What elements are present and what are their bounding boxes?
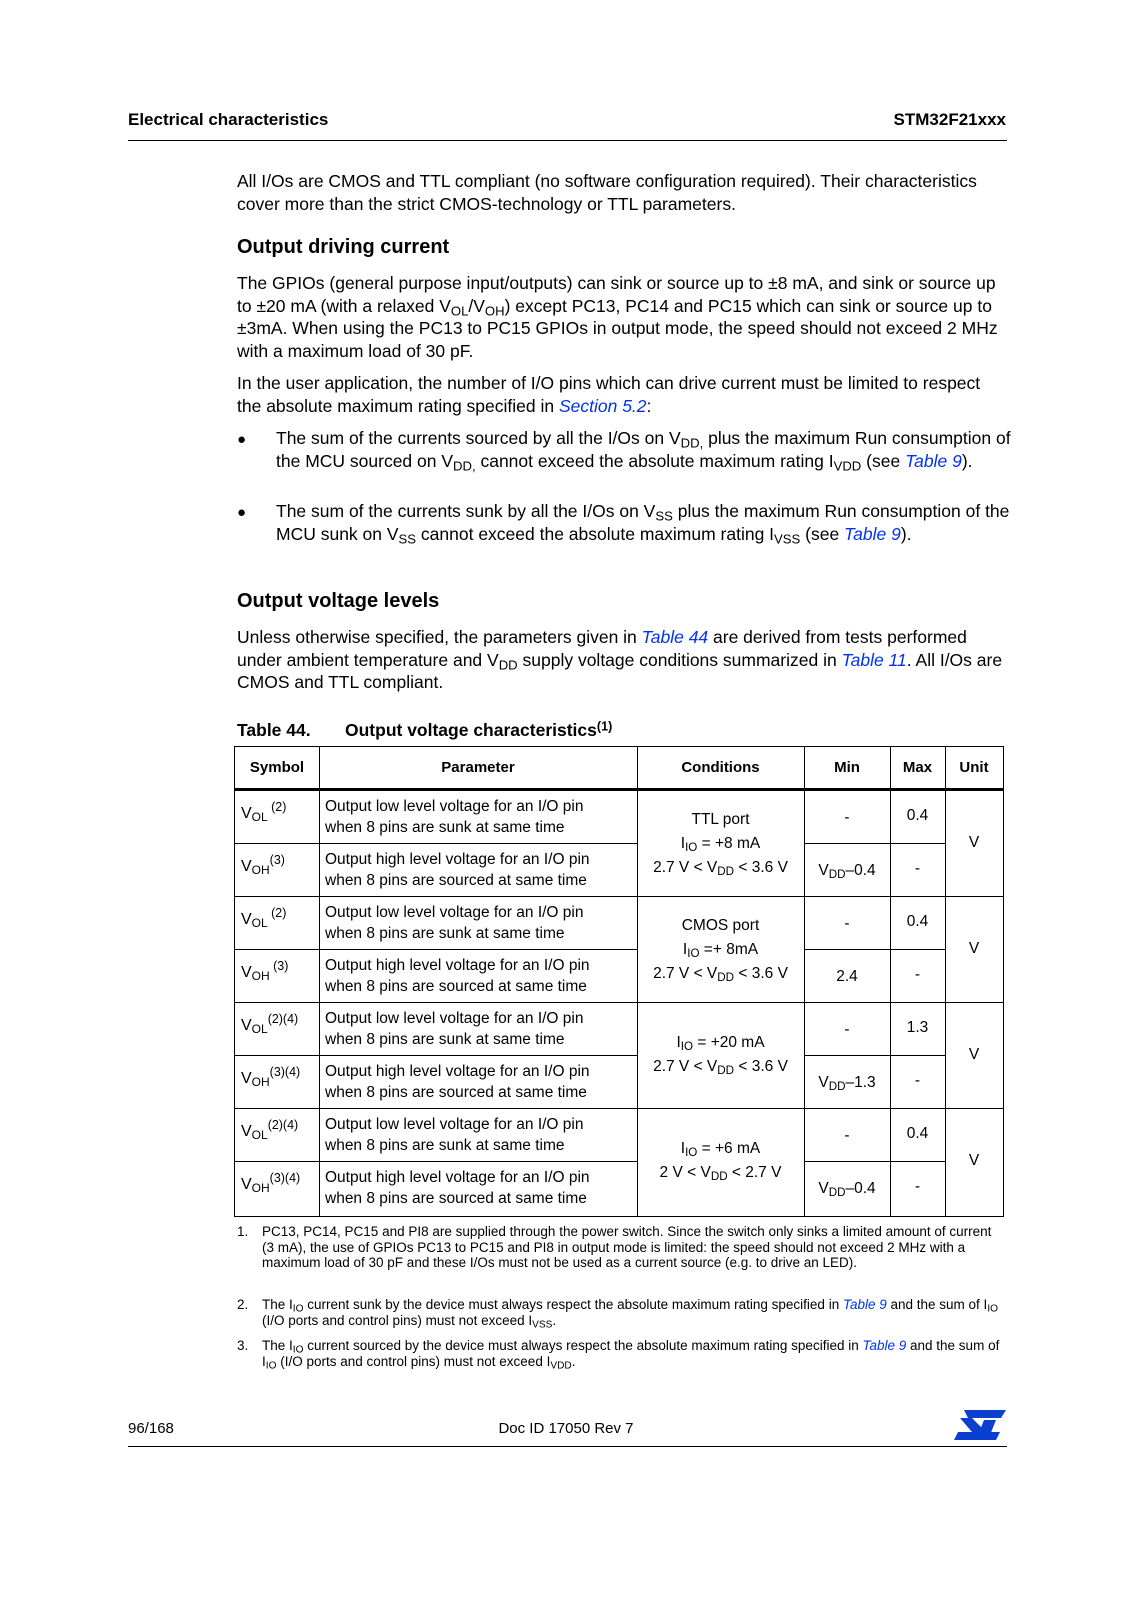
- current-symbol: I: [676, 1034, 681, 1051]
- table-cell-max: 0.4: [906, 1125, 929, 1142]
- table-row-divider: [804, 1161, 945, 1162]
- table-cell-unit: V: [968, 1046, 980, 1063]
- current-value: = +8 mA: [697, 835, 761, 852]
- voltage-subscript: DD: [710, 1169, 728, 1183]
- min-value: 2.4: [836, 968, 858, 985]
- min-suffix: –0.4: [845, 1180, 876, 1197]
- bullet-icon: ●: [237, 431, 247, 448]
- table-cell-unit: V: [968, 940, 980, 957]
- table-header-rule: [235, 788, 1003, 791]
- min-subscript: DD: [828, 1185, 846, 1199]
- table-cell-symbol: [241, 1065, 301, 1089]
- symbol-letter: V: [241, 1123, 252, 1140]
- table-cell-max: -: [914, 1072, 921, 1089]
- parameter-line-1: Output low level voltage for an I/O pin: [325, 904, 584, 921]
- symbol-subscript: OL: [251, 1128, 268, 1142]
- table-cell-min: [804, 1019, 890, 1040]
- table-cell-symbol: [241, 1171, 301, 1195]
- conditions-current: [637, 1031, 804, 1055]
- table-cell-min: [804, 966, 890, 987]
- voltage-range-start: 2 V < V: [659, 1164, 711, 1181]
- conditions-port-type: CMOS port: [681, 917, 760, 934]
- conditions-current: [637, 832, 804, 856]
- table-cell-min: [804, 860, 890, 881]
- voltage-range-end: < 3.6 V: [734, 965, 788, 982]
- symbol-note: (2): [267, 906, 287, 921]
- current-symbol: I: [680, 1140, 686, 1157]
- table-caption: Table 44. Output voltage characteristics$^{(1)}$: [237, 719, 613, 740]
- voltage-range-end: < 3.6 V: [734, 859, 788, 876]
- footer-rule: [128, 1446, 1007, 1447]
- table-cell-parameter: [325, 796, 583, 838]
- bullet-item-vss: The sum of the currents sunk by all the I/Os on $V_{SS}$ plus the maximum Run consumption of the MCU sunk on $V_{SS}$ cannot exceed the absolute maximum rating $I_{VSS}$ (see Table 9).: [276, 501, 1010, 546]
- symbol-letter: V: [241, 805, 252, 822]
- parameter-line-1: Output low level voltage for an I/O pin: [325, 1116, 584, 1133]
- min-suffix: –0.4: [845, 862, 876, 879]
- min-value: V: [818, 1074, 829, 1091]
- conditions-voltage: [637, 1055, 804, 1079]
- table-cell-min: [804, 913, 890, 934]
- table-cell-conditions: [637, 1031, 804, 1079]
- min-value: -: [844, 809, 850, 826]
- table-header-conditions: Conditions: [681, 759, 760, 776]
- table-row-divider: [235, 1161, 637, 1162]
- table-cell-unit: V: [968, 834, 980, 851]
- voltage-range-start: 2.7 V < V: [653, 1058, 718, 1075]
- symbol-letter: V: [241, 964, 252, 981]
- link-section-5-2[interactable]: Section 5.2: [558, 395, 647, 416]
- symbol-subscript: OH: [251, 969, 270, 983]
- symbol-note: (2)(4): [267, 1118, 299, 1133]
- symbol-letter: V: [241, 858, 252, 875]
- table-cell-min: [804, 1072, 890, 1093]
- min-subscript: DD: [828, 867, 846, 881]
- link-table-44[interactable]: Table 44: [641, 627, 709, 647]
- parameter-line-1: Output high level voltage for an I/O pin: [325, 1063, 590, 1080]
- symbol-subscript: OH: [251, 1075, 270, 1089]
- table-column-divider: [945, 747, 946, 1216]
- parameter-line-2: when 8 pins are sunk at same time: [325, 819, 565, 836]
- conditions-voltage: [637, 856, 804, 880]
- heading-output-voltage-levels: Output voltage levels: [237, 590, 440, 612]
- parameter-line-2: when 8 pins are sourced at same time: [325, 1190, 587, 1207]
- voltage-paragraph: Unless otherwise specified, the parameters given in Table 44 are derived from tests performed under ambient temperature and $V_{DD}$ supply voltage conditions summarized in Table 11. All I/Os are CMOS and TTL compliant.: [237, 627, 1003, 692]
- parameter-line-1: Output low level voltage for an I/O pin: [325, 798, 584, 815]
- table-header-max: Max: [902, 759, 933, 776]
- table-cell-min: [804, 1125, 890, 1146]
- current-value: =+ 8mA: [699, 941, 759, 958]
- current-value: = +6 mA: [697, 1140, 761, 1157]
- table-cell-symbol: [241, 1118, 299, 1142]
- table-cell-max: -: [914, 966, 921, 983]
- symbol-note: (3): [269, 853, 285, 868]
- link-table-9[interactable]: Table 9: [842, 1297, 887, 1312]
- conditions-current: [637, 1137, 804, 1161]
- parameter-line-2: when 8 pins are sourced at same time: [325, 872, 587, 889]
- table-cell-max: 0.4: [906, 913, 929, 930]
- table-header-symbol: Symbol: [249, 759, 305, 776]
- table-header-unit: Unit: [959, 759, 989, 776]
- bullet-icon: ●: [237, 504, 247, 521]
- output-voltage-table: [234, 746, 1004, 1217]
- table-cell-min: [804, 1178, 890, 1199]
- symbol-letter: V: [241, 1176, 252, 1193]
- table-cell-max: 0.4: [906, 807, 929, 824]
- table-cell-parameter: [325, 849, 590, 891]
- symbol-subscript: OL: [251, 810, 268, 824]
- intro-paragraph: All I/Os are CMOS and TTL compliant (no software configuration required). Their characteristics cover more than the strict CMOS-technology or TTL parameters.: [237, 171, 977, 214]
- current-subscript: IO: [687, 946, 700, 960]
- min-value: -: [844, 1127, 850, 1144]
- table-cell-parameter: [325, 1167, 590, 1209]
- current-symbol: I: [680, 835, 686, 852]
- table-cell-parameter: [325, 955, 590, 997]
- table-group-divider: [235, 1108, 1003, 1109]
- link-table-9[interactable]: Table 9: [862, 1338, 907, 1353]
- table-column-divider: [319, 747, 320, 1216]
- voltage-subscript: DD: [717, 1063, 735, 1077]
- current-subscript: IO: [685, 840, 698, 854]
- voltage-range-end: < 2.7 V: [727, 1164, 782, 1181]
- table-group-divider: [235, 1002, 1003, 1003]
- symbol-subscript: OL: [251, 1022, 268, 1036]
- footer-doc-id: Doc ID 17050 Rev 7: [498, 1420, 634, 1437]
- heading-output-driving-current: Output driving current: [237, 236, 450, 258]
- symbol-letter: V: [241, 1070, 252, 1087]
- current-value: = +20 mA: [693, 1034, 765, 1051]
- link-table-9[interactable]: Table 9: [844, 523, 901, 544]
- table-row-divider: [235, 1055, 637, 1056]
- symbol-letter: V: [241, 1017, 252, 1034]
- table-cell-parameter: [325, 1114, 583, 1156]
- table-group-divider: [235, 896, 1003, 897]
- table-cell-parameter: [325, 1061, 590, 1103]
- min-suffix: –1.3: [845, 1074, 876, 1091]
- driving-paragraph-1: The GPIOs (general purpose input/outputs) can sink or source up to ±8 mA, and sink or source up to ±20 mA (with a relaxed $V_{OL}/V_{OH}$) except PC13, PC14 and PC15 which can sink or source up to ±3mA. When using the PC13 to PC15 GPIOs in output mode, the speed should not exceed 2 MHz with a maximum load of 30 pF.: [237, 273, 998, 361]
- symbol-subscript: OH: [251, 863, 270, 877]
- table-cell-unit: V: [968, 1152, 980, 1169]
- voltage-subscript: DD: [717, 864, 735, 878]
- voltage-range-end: < 3.6 V: [734, 1058, 788, 1075]
- table-cell-parameter: [325, 1008, 583, 1050]
- link-table-11[interactable]: Table 11: [841, 649, 907, 670]
- voltage-range-start: 2.7 V < V: [653, 859, 718, 876]
- table-row-divider: [235, 843, 637, 844]
- min-value: V: [818, 1180, 829, 1197]
- current-subscript: IO: [680, 1039, 694, 1053]
- min-value: -: [844, 915, 850, 932]
- table-header-min: Min: [834, 759, 860, 776]
- symbol-subscript: OH: [251, 1181, 270, 1195]
- table-cell-symbol: [241, 1012, 299, 1036]
- parameter-line-1: Output high level voltage for an I/O pin: [325, 1169, 590, 1186]
- voltage-range-start: 2.7 V < V: [653, 965, 718, 982]
- table-row-divider: [804, 843, 945, 844]
- table-cell-min: [804, 807, 890, 828]
- parameter-line-2: when 8 pins are sunk at same time: [325, 1031, 565, 1048]
- conditions-voltage: [637, 1161, 804, 1185]
- table-cell-symbol: [241, 800, 287, 824]
- symbol-note: (3): [269, 959, 289, 974]
- table-cell-symbol: [241, 959, 289, 983]
- symbol-note: (2): [267, 800, 287, 815]
- footnote-3: 3. The $I_{IO}$ current sourced by the device must always respect the absolute maximum rating specified in Table 9 and the sum of $I_{IO}$ (I/O ports and control pins) must not exceed $I_{VDD}$.: [237, 1338, 1000, 1372]
- parameter-line-1: Output low level voltage for an I/O pin: [325, 1010, 584, 1027]
- symbol-note: (3)(4): [269, 1171, 301, 1186]
- conditions-port-type: TTL port: [691, 811, 750, 828]
- header-rule: [128, 140, 1007, 141]
- table-row-divider: [804, 949, 945, 950]
- parameter-line-2: when 8 pins are sourced at same time: [325, 978, 587, 995]
- header-section-title: Electrical characteristics: [128, 110, 329, 129]
- table-cell-max: -: [914, 1178, 921, 1195]
- table-cell-conditions: [637, 1137, 804, 1185]
- symbol-note: (2)(4): [267, 1012, 299, 1027]
- footnote-1: 1. PC13, PC14, PC15 and PI8 are supplied through the power switch. Since the switch only sinks a limited amount of current (3 mA), the use of GPIOs PC13 to PC15 and PI8 in output mode is limited: the speed should not exceed 2 MHz with a maximum load of 30 pF and these I/Os must not be used as a current source (e.g. to drive an LED).: [237, 1224, 992, 1270]
- symbol-letter: V: [241, 911, 252, 928]
- parameter-line-2: when 8 pins are sunk at same time: [325, 925, 565, 942]
- driving-paragraph-2: In the user application, the number of I/O pins which can drive current must be limited to respect the absolute maximum rating specified in Section 5.2:: [237, 373, 981, 416]
- header-device-name: STM32F21xxx: [893, 110, 1006, 129]
- symbol-subscript: OL: [251, 916, 268, 930]
- parameter-line-1: Output high level voltage for an I/O pin: [325, 851, 590, 868]
- table-cell-max: 1.3: [906, 1019, 929, 1036]
- table-cell-max: -: [914, 860, 921, 877]
- current-subscript: IO: [685, 1145, 698, 1159]
- parameter-line-1: Output high level voltage for an I/O pin: [325, 957, 590, 974]
- table-header-parameter: Parameter: [441, 759, 515, 776]
- table-cell-symbol: [241, 853, 285, 877]
- voltage-subscript: DD: [717, 970, 735, 984]
- conditions-voltage: [637, 962, 804, 986]
- parameter-line-2: when 8 pins are sunk at same time: [325, 1137, 565, 1154]
- table-row-divider: [804, 1055, 945, 1056]
- symbol-note: (3)(4): [269, 1065, 301, 1080]
- conditions-current: [637, 938, 804, 962]
- current-symbol: I: [682, 941, 688, 958]
- min-value: V: [818, 862, 829, 879]
- table-cell-conditions: [637, 808, 804, 880]
- table-row-divider: [235, 949, 637, 950]
- table-cell-conditions: [637, 914, 804, 986]
- footnote-2: 2. The $I_{IO}$ current sunk by the device must always respect the absolute maximum rating specified in Table 9 and the sum of $I_{IO}$ (I/O ports and control pins) must not exceed $I_{VSS}$.: [237, 1297, 998, 1331]
- parameter-line-2: when 8 pins are sourced at same time: [325, 1084, 587, 1101]
- table-cell-symbol: [241, 906, 287, 930]
- table-cell-parameter: [325, 902, 583, 944]
- link-table-9[interactable]: Table 9: [905, 450, 962, 471]
- min-value: -: [844, 1021, 850, 1038]
- st-logo-icon: [954, 1410, 1006, 1440]
- footer-page-number: 96/168: [128, 1420, 174, 1437]
- bullet-item-vdd: The sum of the currents sourced by all the I/Os on $V_{DD,}$ plus the maximum Run consumption of the MCU sourced on $V_{DD,}$ cannot exceed the absolute maximum rating $I_{VDD}$ (see Table 9).: [276, 428, 1011, 473]
- min-subscript: DD: [828, 1079, 846, 1093]
